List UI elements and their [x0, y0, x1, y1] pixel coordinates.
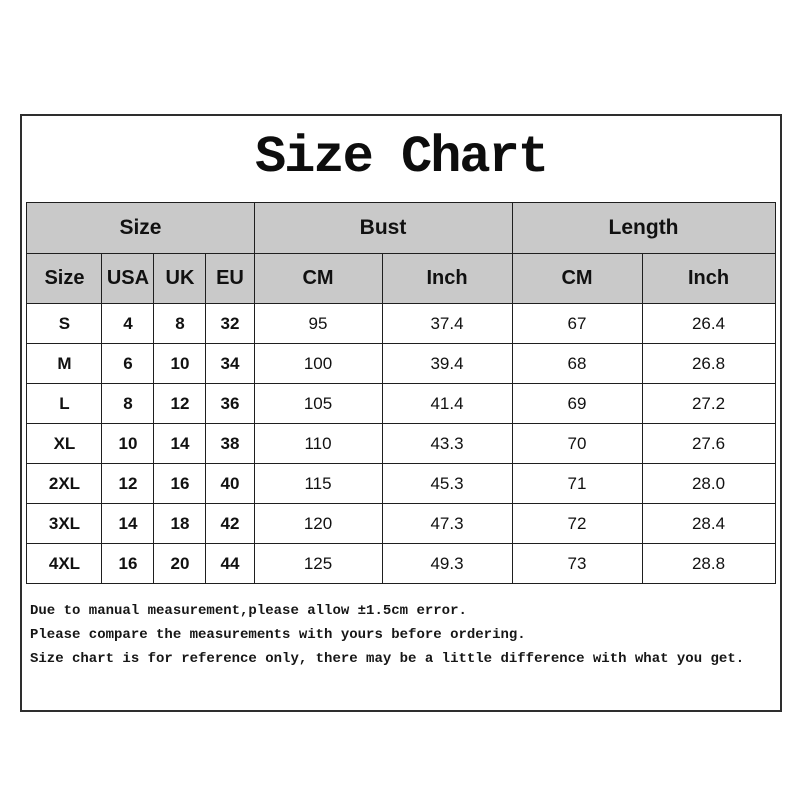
size-chart-panel: [20, 114, 782, 712]
table-cell: 6: [102, 344, 154, 384]
table-row: [27, 504, 775, 544]
note-line: Please compare the measurements with yours before ordering.: [30, 627, 526, 643]
table-cell: 95: [254, 304, 382, 344]
table-cell: 43.3: [382, 424, 512, 464]
table-cell: 27.6: [642, 424, 775, 464]
table-cell: 36: [206, 384, 254, 424]
table-cell: 26.8: [642, 344, 775, 384]
table-cell: 14: [154, 424, 206, 464]
table-cell: 100: [254, 344, 382, 384]
table-cell: 38: [206, 424, 254, 464]
table-cell: 27.2: [642, 384, 775, 424]
table-cell: 40: [206, 464, 254, 504]
table-cell: 34: [206, 344, 254, 384]
table-cell: 73: [512, 544, 642, 584]
column-header-uk: UK: [154, 254, 206, 304]
note-line: Size chart is for reference only, there may be a little difference with what you get.: [30, 651, 745, 667]
table-cell: 71: [512, 464, 642, 504]
table-cell: 20: [154, 544, 206, 584]
column-header-length-inch: Inch: [642, 254, 775, 304]
table-cell: 4: [102, 304, 154, 344]
column-header-length-cm: CM: [512, 254, 642, 304]
table-cell: 10: [102, 424, 154, 464]
table-cell: 49.3: [382, 544, 512, 584]
table-row: [27, 544, 775, 584]
table-cell: 41.4: [382, 384, 512, 424]
table-cell: 8: [102, 384, 154, 424]
table-cell: 120: [254, 504, 382, 544]
group-header-bust: Bust: [254, 203, 512, 254]
table-cell: 10: [154, 344, 206, 384]
table-cell: 67: [512, 304, 642, 344]
column-header-eu: EU: [206, 254, 254, 304]
column-header-bust-inch: Inch: [382, 254, 512, 304]
table-row: [27, 384, 775, 424]
table-row: [27, 424, 775, 464]
table-cell: 110: [254, 424, 382, 464]
table-cell: 37.4: [382, 304, 512, 344]
table-cell: 42: [206, 504, 254, 544]
size-chart-table: [26, 202, 775, 584]
table-cell: 70: [512, 424, 642, 464]
table-cell: 12: [102, 464, 154, 504]
table-cell: 125: [254, 544, 382, 584]
group-header-length: Length: [512, 203, 775, 254]
table-cell: 8: [154, 304, 206, 344]
table-cell: 69: [512, 384, 642, 424]
table-cell: 28.4: [642, 504, 775, 544]
column-header-row: [27, 254, 775, 304]
page-title: Size Chart: [254, 128, 548, 187]
table-cell: 47.3: [382, 504, 512, 544]
table-cell: 115: [254, 464, 382, 504]
table-cell: 18: [154, 504, 206, 544]
table-cell: 39.4: [382, 344, 512, 384]
table-row: [27, 304, 775, 344]
table-cell: 12: [154, 384, 206, 424]
table-cell: 16: [154, 464, 206, 504]
group-header-row: [27, 203, 775, 254]
table-cell: 72: [512, 504, 642, 544]
table-cell: 45.3: [382, 464, 512, 504]
column-header-usa: USA: [102, 254, 154, 304]
size-label-cell: 3XL: [27, 504, 102, 544]
size-label-cell: XL: [27, 424, 102, 464]
table-cell: 16: [102, 544, 154, 584]
table-cell: 28.8: [642, 544, 775, 584]
table-cell: 26.4: [642, 304, 775, 344]
column-header-bust-cm: CM: [254, 254, 382, 304]
size-label-cell: 2XL: [27, 464, 102, 504]
table-row: [27, 344, 775, 384]
group-header-size: Size: [27, 203, 254, 254]
column-header-size: Size: [27, 254, 102, 304]
table-cell: 14: [102, 504, 154, 544]
table-cell: 105: [254, 384, 382, 424]
table-cell: 68: [512, 344, 642, 384]
size-label-cell: M: [27, 344, 102, 384]
table-cell: 44: [206, 544, 254, 584]
size-label-cell: L: [27, 384, 102, 424]
size-label-cell: S: [27, 304, 102, 344]
table-cell: 32: [206, 304, 254, 344]
note-line: Due to manual measurement,please allow ±1.5cm error.: [30, 603, 467, 619]
table-cell: 28.0: [642, 464, 775, 504]
disclaimer-notes: [30, 599, 780, 671]
size-label-cell: 4XL: [27, 544, 102, 584]
table-row: [27, 464, 775, 504]
